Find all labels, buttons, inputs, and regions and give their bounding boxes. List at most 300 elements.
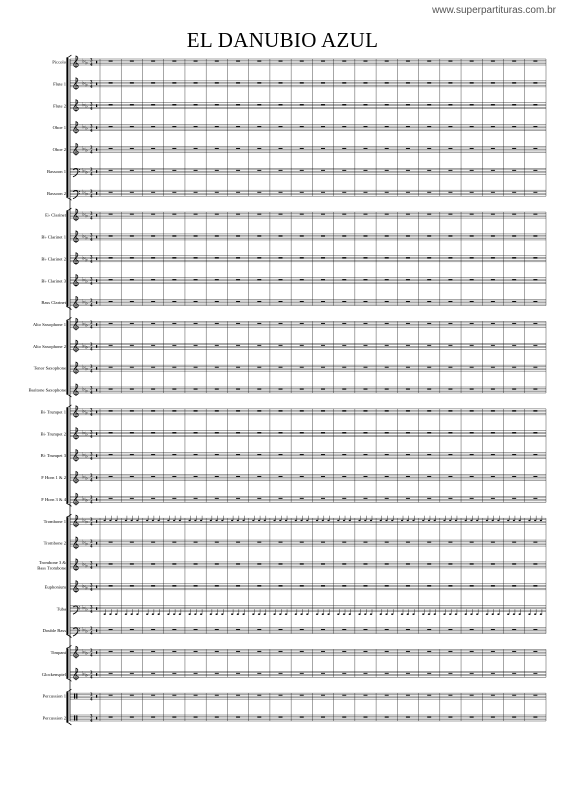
note: [306, 613, 308, 615]
time-sig-bottom: 4: [90, 106, 93, 112]
measure-rest: [491, 126, 495, 127]
note: [507, 613, 509, 615]
measure-rest: [512, 673, 516, 674]
note: [115, 520, 117, 522]
measure-rest: [470, 279, 474, 280]
measure-rest: [236, 673, 240, 674]
measure-rest: [512, 585, 516, 586]
note: [189, 613, 191, 615]
measure-rest: [406, 651, 410, 652]
bass-clef-dot: [79, 169, 80, 170]
measure-rest: [130, 235, 134, 236]
measure-rest: [172, 629, 176, 630]
measure-rest: [236, 389, 240, 390]
measure-rest: [470, 454, 474, 455]
key-flat: ♭: [85, 474, 88, 482]
measure-rest: [279, 585, 283, 586]
note: [519, 520, 521, 522]
measure-rest: [321, 82, 325, 83]
key-flat: ♭: [82, 320, 85, 328]
staff: [70, 318, 546, 330]
measure-rest: [385, 651, 389, 652]
note: [306, 520, 308, 522]
note: [146, 520, 148, 522]
note: [476, 520, 478, 522]
time-sig-top: 3: [90, 386, 93, 392]
note: [492, 613, 494, 615]
measure-rest: [321, 695, 325, 696]
percussion-clef: [76, 716, 77, 721]
note: [173, 613, 175, 615]
measure-rest: [363, 61, 367, 62]
measure-rest: [491, 301, 495, 302]
percussion-clef: [76, 694, 77, 699]
measure-rest: [215, 695, 219, 696]
time-sig-top: 3: [90, 561, 93, 567]
measure-rest: [512, 279, 516, 280]
note: [279, 520, 281, 522]
measure-rest: [385, 585, 389, 586]
time-sig-top: 3: [90, 627, 93, 633]
staff: [70, 668, 546, 680]
note: [158, 520, 160, 522]
note: [507, 520, 509, 522]
measure-rest: [321, 432, 325, 433]
measure-rest: [151, 432, 155, 433]
measure-rest: [257, 170, 261, 171]
staff: [70, 515, 546, 527]
measure-rest: [257, 717, 261, 718]
measure-rest: [427, 345, 431, 346]
note: [422, 613, 424, 615]
note: [264, 613, 266, 615]
quarter-rest: [96, 389, 97, 392]
measure-rest: [257, 585, 261, 586]
time-sig-bottom: 4: [90, 566, 93, 572]
measure-rest: [385, 257, 389, 258]
measure-rest: [342, 410, 346, 411]
measure-rest: [448, 170, 452, 171]
measure-rest: [215, 454, 219, 455]
measure-rest: [470, 389, 474, 390]
note: [343, 520, 345, 522]
key-flat: ♭: [82, 407, 85, 415]
quarter-rest: [96, 586, 97, 589]
key-flat: ♭: [85, 387, 88, 395]
time-sig-top: 3: [90, 168, 93, 174]
key-flat: ♭: [82, 539, 85, 547]
measure-rest: [321, 235, 325, 236]
measure-rest: [342, 345, 346, 346]
measure-rest: [236, 301, 240, 302]
measure-rest: [342, 563, 346, 564]
measure-rest: [194, 214, 198, 215]
group-bracket: [66, 320, 68, 394]
measure-rest: [533, 367, 537, 368]
key-flat: ♭: [85, 409, 88, 417]
time-sig-top: 3: [90, 299, 93, 305]
measure-rest: [151, 673, 155, 674]
measure-rest: [533, 389, 537, 390]
measure-rest: [109, 61, 113, 62]
time-sig-bottom: 4: [90, 609, 93, 615]
measure-rest: [236, 170, 240, 171]
key-flat: ♭: [85, 234, 88, 242]
quarter-rest: [96, 433, 97, 436]
measure-rest: [448, 629, 452, 630]
measure-rest: [300, 126, 304, 127]
measure-rest: [279, 563, 283, 564]
note: [173, 520, 175, 522]
time-sig-bottom: 4: [90, 194, 93, 200]
staff: [70, 275, 546, 287]
key-flat: ♭: [82, 145, 85, 153]
note: [358, 613, 360, 615]
staff: [70, 559, 546, 571]
staff: [70, 209, 546, 221]
measure-rest: [236, 104, 240, 105]
measure-rest: [363, 345, 367, 346]
instrument-label: E♭ Clarinet: [45, 212, 66, 218]
measure-rest: [363, 454, 367, 455]
measure-rest: [491, 673, 495, 674]
measure-rest: [533, 454, 537, 455]
measure-rest: [427, 651, 431, 652]
instrument-label: Trombone 2: [43, 540, 66, 546]
measure-rest: [406, 389, 410, 390]
measure-rest: [151, 148, 155, 149]
note: [434, 613, 436, 615]
measure-rest: [236, 345, 240, 346]
measure-rest: [279, 279, 283, 280]
key-flat: ♭: [85, 146, 88, 154]
key-flat: ♭: [82, 451, 85, 459]
measure-rest: [448, 432, 452, 433]
instrument-label: B♭ Trumpet 3: [40, 453, 66, 459]
key-flat: ♭: [82, 342, 85, 350]
measure-rest: [215, 345, 219, 346]
note: [285, 520, 287, 522]
measure-rest: [236, 629, 240, 630]
measure-rest: [491, 389, 495, 390]
key-flat: ♭: [82, 167, 85, 175]
measure-rest: [194, 410, 198, 411]
measure-rest: [512, 476, 516, 477]
measure-rest: [279, 235, 283, 236]
staff: [70, 605, 546, 615]
measure-rest: [427, 585, 431, 586]
measure-rest: [194, 170, 198, 171]
measure-rest: [257, 301, 261, 302]
measure-rest: [321, 345, 325, 346]
measure-rest: [427, 695, 431, 696]
measure-rest: [172, 301, 176, 302]
measure-rest: [406, 673, 410, 674]
measure-rest: [321, 476, 325, 477]
key-flat: ♭: [82, 473, 85, 481]
key-flat: ♭: [85, 81, 88, 89]
measure-rest: [533, 170, 537, 171]
measure-rest: [427, 476, 431, 477]
time-sig-bottom: 4: [90, 63, 93, 69]
note: [136, 520, 138, 522]
measure-rest: [385, 345, 389, 346]
measure-rest: [427, 257, 431, 258]
measure-rest: [512, 126, 516, 127]
measure-rest: [342, 323, 346, 324]
time-sig-bottom: 4: [90, 281, 93, 287]
measure-rest: [257, 148, 261, 149]
instrument-label: Double Bass: [42, 628, 66, 634]
measure-rest: [406, 585, 410, 586]
measure-rest: [470, 61, 474, 62]
note: [434, 520, 436, 522]
measure-rest: [427, 61, 431, 62]
measure-rest: [470, 214, 474, 215]
measure-rest: [321, 542, 325, 543]
note: [179, 613, 181, 615]
quarter-rest: [96, 476, 97, 479]
measure-rest: [512, 432, 516, 433]
measure-rest: [321, 651, 325, 652]
bracket-hook: [66, 503, 71, 506]
measure-rest: [172, 170, 176, 171]
instrument-label: F Horn 3 & 4: [41, 496, 66, 502]
measure-rest: [215, 104, 219, 105]
note: [109, 613, 111, 615]
measure-rest: [470, 82, 474, 83]
staff: [70, 297, 546, 309]
measure-rest: [406, 410, 410, 411]
key-flat: ♭: [82, 232, 85, 240]
quarter-rest: [96, 629, 97, 632]
measure-rest: [427, 192, 431, 193]
time-sig-top: 3: [90, 714, 93, 720]
measure-rest: [385, 629, 389, 630]
measure-rest: [427, 432, 431, 433]
key-flat: ♭: [82, 123, 85, 131]
measure-rest: [533, 695, 537, 696]
measure-rest: [194, 432, 198, 433]
bracket-hook: [66, 645, 71, 648]
measure-rest: [406, 257, 410, 258]
measure-rest: [533, 629, 537, 630]
measure-rest: [427, 542, 431, 543]
measure-rest: [321, 454, 325, 455]
quarter-rest: [96, 542, 97, 545]
instrument-label: Trombone 3 &: [38, 559, 66, 565]
measure-rest: [236, 454, 240, 455]
measure-rest: [257, 454, 261, 455]
measure-rest: [321, 629, 325, 630]
measure-rest: [300, 673, 304, 674]
measure-rest: [236, 410, 240, 411]
measure-rest: [257, 82, 261, 83]
measure-rest: [385, 498, 389, 499]
staff: [70, 537, 546, 549]
bracket-hook: [66, 635, 71, 638]
measure-rest: [385, 170, 389, 171]
measure-rest: [321, 563, 325, 564]
time-sig-top: 3: [90, 474, 93, 480]
key-flat: ♭: [82, 254, 85, 262]
measure-rest: [385, 126, 389, 127]
measure-rest: [194, 651, 198, 652]
measure-rest: [448, 214, 452, 215]
measure-rest: [215, 82, 219, 83]
measure-rest: [342, 498, 346, 499]
measure-rest: [109, 148, 113, 149]
note: [221, 520, 223, 522]
note: [465, 520, 467, 522]
note: [258, 613, 260, 615]
staff: [70, 100, 546, 112]
key-flat: ♭: [85, 168, 88, 176]
measure-rest: [172, 563, 176, 564]
measure-rest: [470, 301, 474, 302]
measure-rest: [491, 476, 495, 477]
quarter-rest: [96, 258, 97, 261]
measure-rest: [363, 126, 367, 127]
measure-rest: [109, 82, 113, 83]
measure-rest: [194, 148, 198, 149]
measure-rest: [533, 61, 537, 62]
measure-rest: [321, 389, 325, 390]
measure-rest: [427, 235, 431, 236]
measure-rest: [512, 301, 516, 302]
measure-rest: [279, 82, 283, 83]
measure-rest: [491, 651, 495, 652]
measure-rest: [385, 301, 389, 302]
measure-rest: [385, 323, 389, 324]
measure-rest: [321, 279, 325, 280]
measure-rest: [172, 126, 176, 127]
measure-rest: [130, 432, 134, 433]
measure-rest: [151, 126, 155, 127]
measure-rest: [151, 717, 155, 718]
measure-rest: [512, 542, 516, 543]
measure-rest: [491, 170, 495, 171]
quarter-rest: [96, 61, 97, 64]
note: [407, 520, 409, 522]
measure-rest: [427, 148, 431, 149]
note: [210, 520, 212, 522]
measure-rest: [342, 279, 346, 280]
measure-rest: [448, 695, 452, 696]
measure-rest: [491, 410, 495, 411]
measure-rest: [172, 410, 176, 411]
measure-rest: [172, 542, 176, 543]
measure-rest: [363, 192, 367, 193]
measure-rest: [151, 257, 155, 258]
measure-rest: [363, 585, 367, 586]
measure-rest: [512, 563, 516, 564]
instrument-label: Glockenspiel: [41, 671, 66, 677]
measure-rest: [279, 717, 283, 718]
note: [349, 520, 351, 522]
measure-rest: [172, 651, 176, 652]
measure-rest: [172, 235, 176, 236]
measure-rest: [151, 542, 155, 543]
measure-rest: [427, 673, 431, 674]
measure-rest: [257, 498, 261, 499]
measure-rest: [427, 104, 431, 105]
quarter-rest: [96, 498, 97, 501]
note: [519, 613, 521, 615]
note: [470, 520, 472, 522]
quarter-rest: [96, 673, 97, 676]
measure-rest: [257, 651, 261, 652]
time-sig-top: 3: [90, 496, 93, 502]
measure-rest: [300, 476, 304, 477]
measure-rest: [406, 345, 410, 346]
measure-rest: [257, 410, 261, 411]
measure-rest: [512, 104, 516, 105]
bass-clef-dot: [79, 606, 80, 607]
measure-rest: [236, 279, 240, 280]
measure-rest: [194, 629, 198, 630]
quarter-rest: [96, 105, 97, 108]
group-bracket: [66, 58, 68, 197]
measure-rest: [172, 148, 176, 149]
measure-rest: [109, 673, 113, 674]
measure-rest: [109, 170, 113, 171]
measure-rest: [300, 345, 304, 346]
measure-rest: [279, 104, 283, 105]
measure-rest: [279, 432, 283, 433]
measure-rest: [279, 214, 283, 215]
measure-rest: [300, 148, 304, 149]
measure-rest: [470, 498, 474, 499]
group-bracket: [66, 517, 68, 634]
key-flat: ♭: [82, 79, 85, 87]
staff: [70, 340, 546, 352]
note: [455, 520, 457, 522]
key-flat: ♭: [85, 103, 88, 111]
measure-rest: [172, 585, 176, 586]
measure-rest: [130, 214, 134, 215]
measure-rest: [215, 476, 219, 477]
measure-rest: [385, 476, 389, 477]
measure-rest: [533, 563, 537, 564]
measure-rest: [448, 585, 452, 586]
measure-rest: [130, 170, 134, 171]
note: [513, 520, 515, 522]
key-flat: ♭: [85, 190, 88, 198]
measure-rest: [406, 279, 410, 280]
bracket-hook: [66, 394, 71, 397]
instrument-label: Oboe 1: [52, 125, 66, 131]
note: [300, 613, 302, 615]
measure-rest: [321, 192, 325, 193]
note: [370, 613, 372, 615]
key-flat: ♭: [85, 628, 88, 636]
note: [189, 520, 191, 522]
measure-rest: [321, 717, 325, 718]
staff: [70, 450, 546, 462]
measure-rest: [172, 279, 176, 280]
note: [167, 613, 169, 615]
measure-rest: [533, 323, 537, 324]
bracket-hook: [66, 689, 71, 692]
measure-rest: [427, 717, 431, 718]
note: [295, 520, 297, 522]
measure-rest: [300, 585, 304, 586]
staff: [70, 56, 546, 68]
staff: [70, 715, 546, 725]
measure-rest: [300, 82, 304, 83]
key-flat: ♭: [82, 101, 85, 109]
